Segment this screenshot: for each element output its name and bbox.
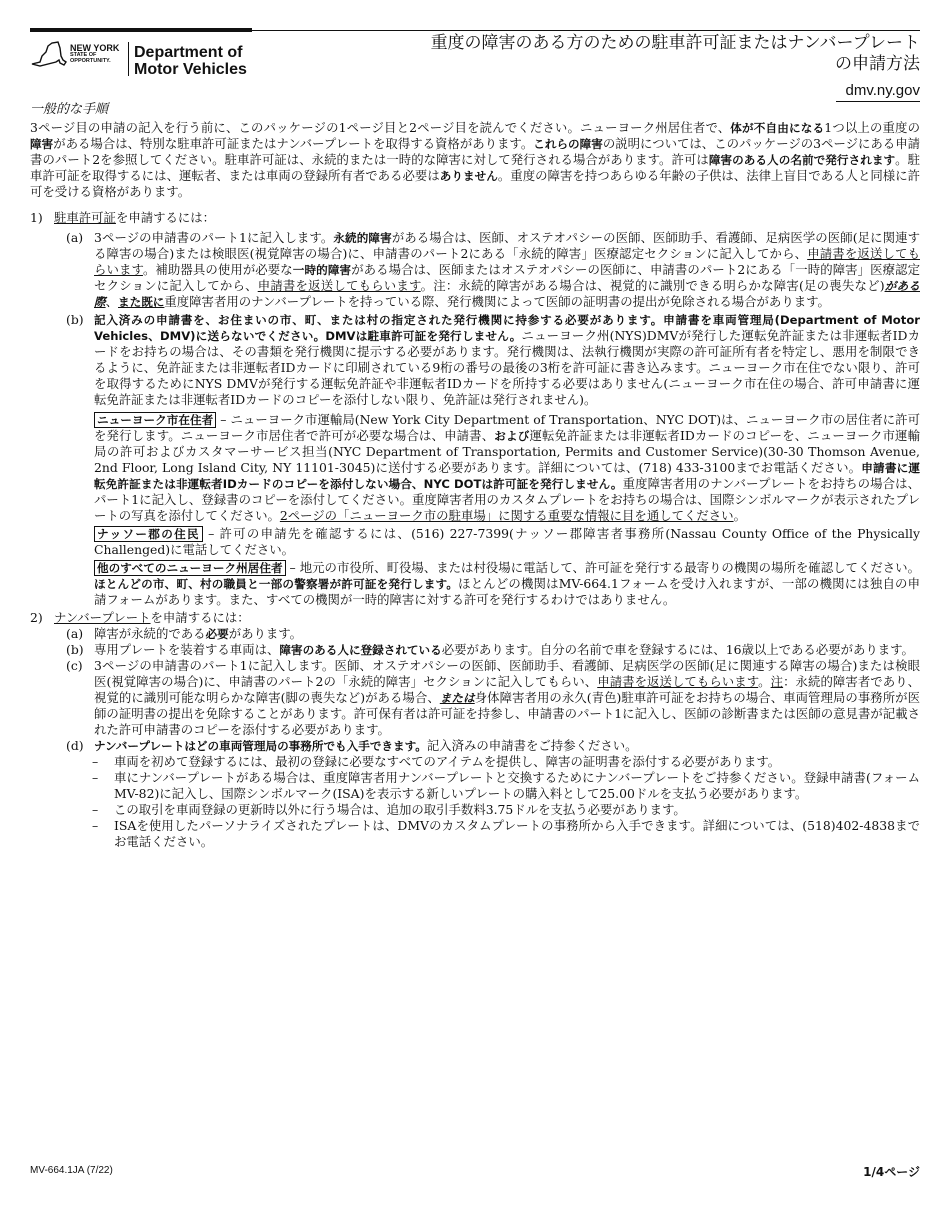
title-line-2: の申請方法 [835,54,920,74]
logo-state: STATE OF [70,52,97,58]
list-item: – この取引を車両登録の更新時以外に行う場合は、追加の取引手数料3.75ドルを支払う必要があります。 [92,802,686,817]
section-1-heading: 1) 駐車許可証を申請するには： [30,210,216,225]
section-2c: (c) 3ページの申請書のパート1に記入します。医師、オステオパシーの医師、医師助手、看護師、足病医学の医師(足に関連する障害の場合)または検眼医(視覚障害の場合)に、申請書のパート2の「永続的障害」セクションに記入してもらい、申請書を返送してもらいます。注：永続的障害者であり、視覚的に識別可能な明らかな障害(脚の喪失など)がある場合、または身体障害者用の永久(青色)駐車許可証をお持ちの場合、車両管理局の事務所が医師の証明書の提出を免除することがあります。許可保有者は許可証を持参し、申請書のパート1に記入し、医師の診断書または医師の意見書が記載された許可申請書のコピーを添付する必要があります。 [66,658,921,737]
section-2d: (d) ナンバープレートはどの車両管理局の事務所でも入手できます。記入済みの申請書をご持参ください。 [66,738,638,753]
nassau-residents-label: ナッソー郡の住民 [94,526,203,542]
form-number: MV-664.1JA (7/22) [30,1165,113,1176]
page-number: 1/4ページ [863,1165,920,1179]
department-name [134,44,247,78]
website-underline [836,101,920,102]
dept-line-2: Motor Vehicles [134,61,247,78]
other-residents-label: 他のすべてのニューヨーク州居住者 [94,560,286,576]
section-2-heading: 2) ナンバープレートを申請するには： [30,610,250,625]
nys-dmv-logo [30,40,252,82]
header-rule-thin [252,30,920,31]
logo-ny: NEW YORK [70,43,120,53]
page-title [431,33,920,75]
list-item: – 車にナンバープレートがある場合は、重度障害者用ナンバープレートと交換するためにナンバープレートをご持参ください。登録申請書(フォームMV-82)に記入し、国際シンボルマーク(ISA)を表示する新しいプレートの購入料として25.00ドルを支払う必要があります。 [92,770,920,801]
intro-paragraph: 3ページ目の申請の記入を行う前に、このパッケージの1ページ目と2ページ目を読んでください。ニューヨーク州居住者で、体が不自由になる1つ以上の重度の障害がある場合は、特別な駐車許可証またはナンバープレートを取得する資格があります。これらの障害の説明については、このパッケージの3ページにある申請書のパート2を参照してください。駐車許可証は、永続的または一時的な障害に対して発行される場合があります。許可は障害のある人の名前で発行されます。駐車許可証を取得するには、運転者、または車両の登録所有者である必要はありません。重度の障害を持つあらゆる年齢の子供は、法律上盲目である人と同様に許可を受ける資格があります。 [30,120,920,199]
section-1b: (b) 記入済みの申請書を、お住まいの市、町、または村の指定された発行機関に持参する必要があります。申請書を車両管理局(Department of Motor Vehicles、DMV)に送らないでください。DMVは駐車許可証を発行しません。ニューヨーク州(NYS)DMVが発行した運転免許証または非運転者IDカードをお持ちの場合は、その書類を発行機関に提示する必要があります。発行機関は、法執行機関が実際の許可証所有者を特定し、悪用を制限できるように、免許証または非運転者IDカードに印刷されている9桁の番号の最後の3桁を許可証に書き込みます。ニューヨーク市在住でない限り、許可を取得するためにNYS DMVが発行する運転免許証や非運転者IDカードを所持する必要はありません(ニューヨーク市在住の場合、許可申請書に運転免許証または非運転者IDカードのコピーを添付しない限り、免許証は発行されません)。 [66,312,920,407]
list-item: – 車両を初めて登録するには、最初の登録に必要なすべてのアイテムを提供し、障害の証明書を添付する必要があります。 [92,754,781,769]
website-link[interactable]: dmv.ny.gov [845,82,920,99]
logo-divider [128,42,129,76]
header-rule-thick [30,28,252,32]
other-residents: 他のすべてのニューヨーク州居住者 – 地元の市役所、町役場、または村役場に電話して、許可証を発行する最寄りの機関の場所を確認してください。ほとんどの市、町、村の職員と一部の警察署が許可証を発行します。ほとんどの機関はMV-664.1フォームを受け入れますが、一部の機関には独自の申請フォームがあります。また、すべての機関が一時的障害に対する許可を発行するわけではありません。 [94,560,920,607]
nyc-residents-label: ニューヨーク市在住者 [94,412,216,428]
dept-line-1: Department of [134,44,243,61]
section-2a: (a) 障害が永続的である必要があります。 [66,626,303,641]
list-item: – ISAを使用したパーソナライズされたプレートは、DMVのカスタムプレートの事務所から入手できます。詳細については、(518)402-4838までお電話ください。 [92,818,920,849]
new-york-state-map-icon [30,40,68,70]
logo-opportunity: OPPORTUNITY. [70,58,111,64]
new-york-logo-text [70,44,119,64]
title-line-1: 重度の障害のある方のための駐車許可証またはナンバープレート [430,33,920,53]
section-heading: 一般的な手順 [30,102,109,117]
nyc-residents: ニューヨーク市在住者 – ニューヨーク市運輸局(New York City Department of Transportation、NYC DOT)は、ニューヨーク市の居住者に許可を発行します。ニューヨーク市居住者で許可が必要な場合は、申請書、および運転免許証または非運転者IDカードのコピーを、ニューヨーク市運輸局の許可およびカスタマーサービス担当(NYC Department of Transportation, Permits and Customer Service)(30-30 Thomson Avenue, 2nd Floor, Long Island City, NY 11101-3045)に送付する必要があります。詳細については、(718) 433-3100までお電話ください。申請書に運転免許証または非運転者IDカードのコピーを添付しない場合、NYC DOTは許可証を発行しません。重度障害者用のナンバープレートをお持ちの場合は、パート1に記入し、登録書のコピーを添付してください。重度障害者用のカスタムプレートをお持ちの場合は、国際シンボルマークが表示されたプレートの写真を添付してください。2ページの「ニューヨーク市の駐車場」に関する重要な情報に目を通してください。 [94,412,920,523]
document-body [30,120,920,850]
nassau-residents: ナッソー郡の住民 – 許可の申請先を確認するには、(516) 227-7399(ナッソー郡障害者事務所(Nassau County Office of the Physically Challenged)に電話してください。 [94,526,920,557]
section-2b: (b) 専用プレートを装着する車両は、障害のある人に登録されている必要があります。自分の名前で車を登録するには、16歳以上である必要があります。 [66,642,914,657]
section-1a: (a) 3ページの申請書のパート1に記入します。永続的障害がある場合は、医師、オステオパシーの医師、医師助手、看護師、足病医学の医師(足に関連する障害の場合)または検眼医(視覚障害の場合)に、申請書のパート2にある「永続的障害」医療認定セクションに記入してから、申請書を返送してもらいます。補助器具の使用が必要な一時的障害がある場合は、医師またはオステオパシーの医師に、申請書のパート2にある「一時的障害」医療認定セクションに記入してから、申請書を返送してもらいます。注：永続的障害がある場合は、視覚的に識別できる明らかな障害(足の喪失など)がある際、また既に重度障害者用のナンバープレートを持っている際、発行機関によって医師の証明書の提出が免除される場合があります。 [66,230,920,309]
